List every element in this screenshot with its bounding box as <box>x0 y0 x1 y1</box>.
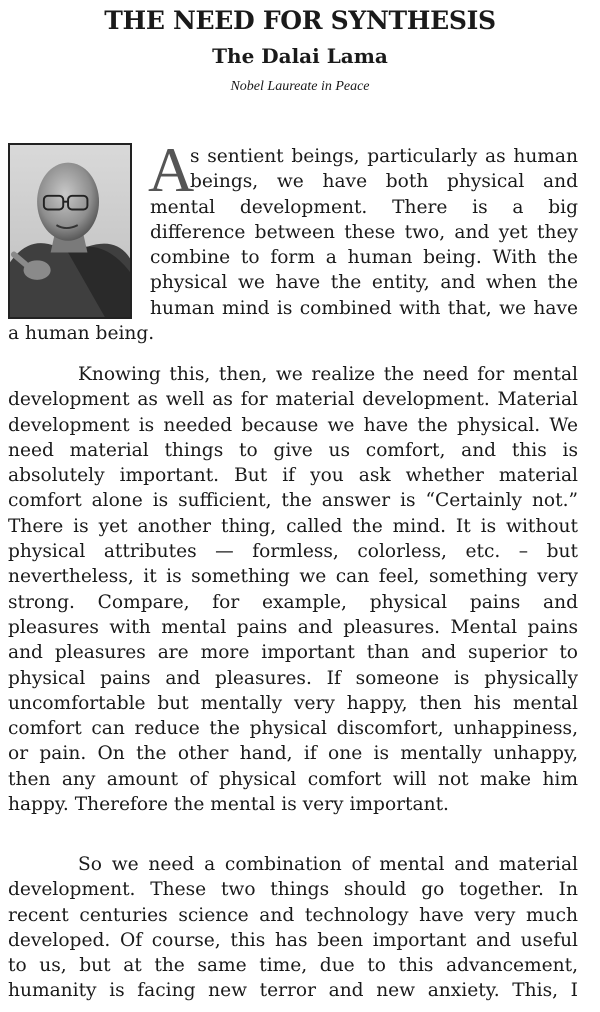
text-line: strong. Compare, for example, physical pains and <box>8 591 578 613</box>
text-line: or pain. On the other hand, if one is mentally unhappy, <box>8 743 578 765</box>
text-line: pleasures with mental pains and pleasures. Mental pains <box>8 616 578 638</box>
text-line: mental development. There is a big <box>150 196 578 218</box>
paragraph-1-middle <box>150 195 578 321</box>
text-line: development as well as for material development. Material <box>8 389 578 411</box>
text-line: beings, we have both physical and <box>190 171 578 193</box>
text-line: nevertheless, it is something we can feel, something very <box>8 566 578 588</box>
text-line: need material things to give us comfort, and this is <box>8 439 578 461</box>
text-line: combine to form a human being. With the <box>150 247 578 269</box>
text-line: physical we have the entity, and when the <box>150 272 578 294</box>
text-line: physical pains and pleasures. If someone is physically <box>8 667 578 689</box>
text-line: then any amount of physical comfort will not make him <box>8 768 578 790</box>
text-line: development. These two things should go together. In <box>8 879 578 901</box>
page-title: THE NEED FOR SYNTHESIS <box>104 6 496 35</box>
text-line: and pleasures are more important than and superior to <box>8 642 578 664</box>
paragraph-3 <box>8 852 578 1004</box>
portrait-photo <box>8 143 132 319</box>
portrait-photo-icon <box>10 145 130 317</box>
text-line: recent centuries science and technology have very much <box>8 904 578 926</box>
text-line: absolutely important. But if you ask whether material <box>8 465 578 487</box>
text-line: s sentient beings, particularly as human <box>190 146 578 167</box>
text-line: uncomfortable but mentally very happy, then his mental <box>8 692 578 714</box>
text-line: difference between these two, and yet they <box>150 221 578 243</box>
author-affiliation: Nobel Laureate in Peace <box>230 79 370 94</box>
text-line: a human being. <box>8 323 155 344</box>
text-line: to us, but at the same time, due to this advancement, <box>8 955 578 977</box>
text-line: development is needed because we have the physical. We <box>8 414 578 436</box>
drop-cap: A <box>148 134 195 205</box>
text-line: So we need a combination of mental and material <box>78 854 578 875</box>
author-name: The Dalai Lama <box>212 44 388 68</box>
text-line: physical attributes — formless, colorless, etc. – but <box>8 541 578 563</box>
text-line: There is yet another thing, called the mind. It is without <box>8 515 578 537</box>
text-line: comfort can reduce the physical discomfort, unhappiness, <box>8 718 578 740</box>
text-line: Knowing this, then, we realize the need for mental <box>78 364 578 385</box>
text-line: humanity is facing new terror and new anxiety. This, I <box>8 980 578 1002</box>
text-line: happy. Therefore the mental is very important. <box>8 794 449 816</box>
text-line: comfort alone is sufficient, the answer is “Certainly not.” <box>8 490 578 512</box>
paragraph-1-end <box>8 321 578 346</box>
text-line: human mind is combined with that, we have <box>150 297 578 319</box>
text-line: developed. Of course, this has been important and useful <box>8 929 578 951</box>
paragraph-1-top <box>190 144 578 195</box>
paragraph-2 <box>8 362 578 817</box>
